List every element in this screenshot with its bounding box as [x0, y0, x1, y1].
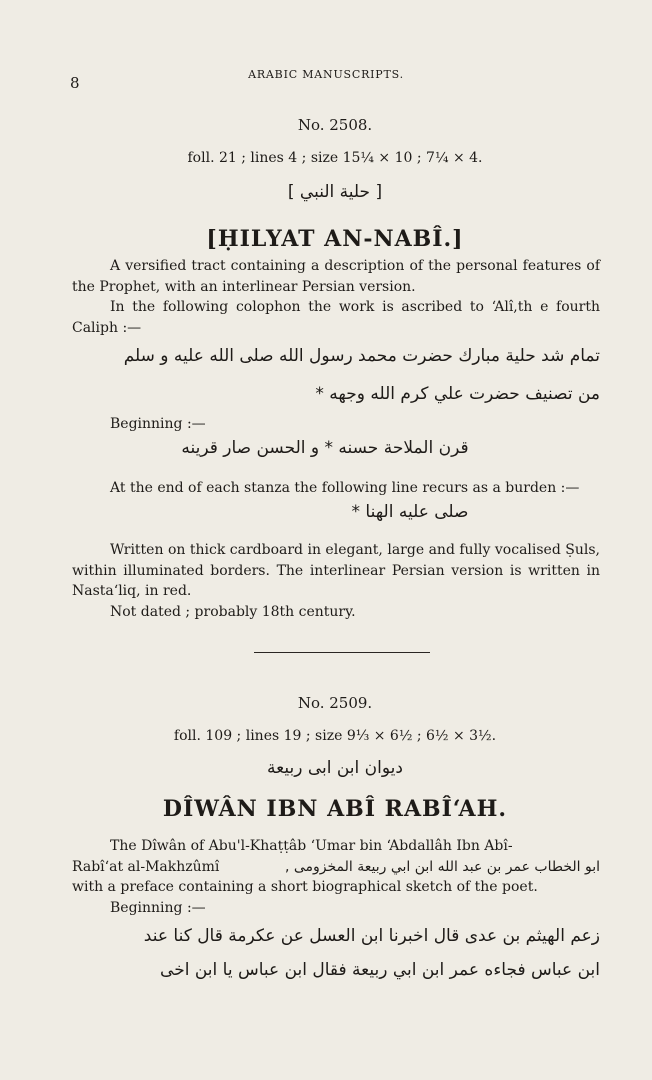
description-text: with a preface containing a short biographical sketch of the poet. [72, 879, 538, 895]
author-arabic: ابو الخطاب عمر بن عبد الله ابن ابي ربيعة المخزومى , [284, 858, 600, 875]
author-latin: Rabî‘at al-Makhzûmî [72, 858, 220, 875]
burden-arabic: صلى عليه الهنا * [351, 502, 469, 522]
beginning-label: Beginning :— [110, 416, 206, 432]
section-divider [254, 652, 430, 653]
description-text: The Dîwân of Abu'l-Khaṭṭâb ‘Umar bin ‘Abdallâh Ibn Abî- [110, 838, 513, 854]
burden-intro-paragraph [72, 478, 600, 499]
arabic-title: [ حلية النبي ] [287, 182, 383, 202]
burden-intro: At the end of each stanza the following line recurs as a burden :— [110, 480, 580, 496]
author-line [72, 857, 600, 878]
colophon-arabic-line: من تصنيف حضرت علي كرم الله وجهه * [315, 384, 600, 404]
description-paragraph [72, 836, 600, 898]
entry-title: [ḤILYAT AN-NABÎ.] [206, 226, 464, 252]
condition-text: Written on thick cardboard in elegant, large and fully vocalised Ṣuls, within illuminated borders. The interlinear Persian version is written in Nasta‘liq, in red. [72, 542, 600, 599]
colophon-intro: In the following colophon the work is ascribed to ‘Alî,th e fourth Caliph :— [72, 299, 600, 336]
beginning-label: Beginning :— [110, 900, 206, 916]
beginning-arabic: زعم الهيثم بن عدى قال اخبرنا ابن العسل عن عكرمة قال كنا عند [143, 926, 600, 946]
colophon-arabic-line: تمام شد حلية مبارك حضرت محمد رسول الله صلى الله عليه و سلم [123, 346, 600, 366]
entry-title: DÎWÂN IBN ABÎ RABÎ‘AH. [162, 796, 508, 822]
beginning-arabic: ابن عباس فجاءه عمر ابن ابي ربيعة فقال ابن عباس يا ابن اخى [160, 960, 600, 980]
date-text: Not dated ; probably 18th century. [110, 603, 356, 620]
running-head: ARABIC MANUSCRIPTS. [248, 68, 404, 81]
arabic-title: ديوان ابن ابى ربيعة [267, 758, 403, 778]
page-number: 8 [70, 74, 80, 92]
beginning-arabic: قرن الملاحة حسنه * و الحسن صار قرينه [181, 438, 469, 458]
entry-number: No. 2508. [297, 116, 373, 134]
description-paragraph [72, 256, 600, 338]
folio-description: foll. 109 ; lines 19 ; size 9⅓ × 6½ ; 6½ × 3½. [173, 728, 497, 744]
entry-number: No. 2509. [297, 694, 373, 712]
description-text: A versified tract containing a description of the personal features of the Prophet, with an interlinear Persian version. [72, 258, 600, 295]
folio-description: foll. 21 ; lines 4 ; size 15¼ × 10 ; 7¼ × 4. [187, 150, 483, 166]
condition-paragraph [72, 540, 600, 622]
